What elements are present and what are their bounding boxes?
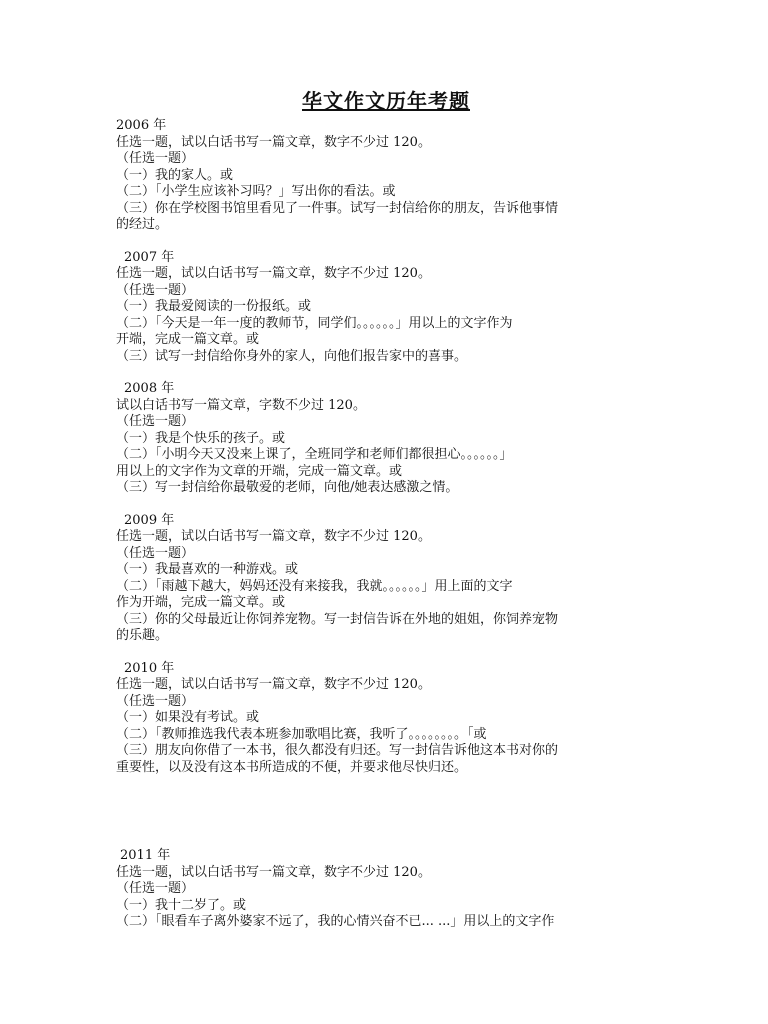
section-line: （一）我最爱阅读的一份报纸。或 — [116, 299, 312, 314]
section-year: 2006 年 — [116, 118, 167, 133]
section-line: （任选一题） — [116, 693, 195, 709]
section-line: （任选一题） — [116, 282, 195, 298]
section-line: 重要性，以及没有这本书所造成的不便，并要求他尽快归还。 — [116, 759, 468, 775]
section-line: （二）「教师推选我代表本班参加歌唱比赛，我听了。。。。。。。。「或 — [116, 726, 487, 742]
section-line: （任选一题） — [116, 881, 195, 896]
section-line: 任选一题，试以白话书写一篇文章，数字不少过 120。 — [116, 677, 431, 692]
section-year: 2007 年 — [124, 249, 175, 265]
section-year: 2009 年 — [124, 512, 175, 528]
exam-section-2007 — [116, 250, 656, 366]
exam-section-2011 — [116, 848, 656, 931]
document-page — [116, 88, 656, 931]
section-line: 试以白话书写一篇文章，字数不少过 120。 — [116, 397, 366, 413]
section-line: （二）「今天是一年一度的教师节，同学们。。。。。。」用以上的文字作为 — [116, 315, 513, 331]
section-line: （二）「小学生应该补习吗？」写出你的看法。或 — [116, 184, 396, 199]
section-line: （任选一题） — [116, 414, 195, 429]
section-gap — [116, 645, 656, 661]
section-gap — [116, 234, 656, 250]
section-gap — [116, 776, 656, 848]
section-line: 任选一题，试以白话书写一篇文章，数字不少过 120。 — [116, 134, 431, 150]
section-line: 任选一题，试以白话书写一篇文章，数字不少过 120。 — [116, 864, 431, 880]
section-line: （三）朋友向你借了一本书，很久都没有归还。写一封信告诉他这本书对你的 — [116, 743, 559, 758]
document-title: 华文作文历年考题 — [302, 89, 470, 113]
section-year: 2011 年 — [120, 848, 171, 863]
section-year: 2010 年 — [124, 660, 175, 676]
section-line: （一）我是个快乐的孩子。或 — [116, 430, 286, 446]
section-line: 的乐趣。 — [116, 628, 169, 643]
section-line: 任选一题，试以白话书写一篇文章，数字不少过 120。 — [116, 529, 431, 544]
section-line: 的经过。 — [116, 217, 169, 232]
section-line: 任选一题，试以白话书写一篇文章，数字不少过 120。 — [116, 266, 431, 281]
section-year: 2008 年 — [124, 381, 175, 396]
section-line: （一）我的家人。或 — [116, 167, 234, 183]
section-line: （三）你在学校图书馆里看见了一件事。试写一封信给你的朋友，告诉他事情 — [116, 200, 559, 216]
section-line: （三）你的父母最近让你饲养宠物。写一封信告诉在外地的姐姐，你饲养宠物 — [116, 611, 559, 627]
exam-section-2006 — [116, 118, 656, 234]
section-line: （三）写一封信给你最敬爱的老师，向他/她表达感激之情。 — [116, 480, 459, 495]
section-line: （二）「雨越下越大，妈妈还没有来接我，我就。。。。。。」用上面的文字 — [116, 578, 513, 594]
section-gap — [116, 497, 656, 513]
exam-section-2008 — [116, 381, 656, 497]
section-line: （一）我十二岁了。或 — [116, 897, 247, 913]
section-line: 开端，完成一篇文章。或 — [116, 332, 260, 347]
section-line: （一）如果没有考试。或 — [116, 710, 260, 725]
section-line: （二）「眼看车子离外婆家不远了，我的心情兴奋不已... ...」用以上的文字作 — [116, 914, 555, 929]
section-line: （二）「小明今天又没来上课了，全班同学和老师们都很担心。。。。。。」 — [116, 447, 513, 462]
section-line: （任选一题） — [116, 151, 195, 166]
exam-section-2009 — [116, 513, 656, 645]
section-line: 用以上的文字作为文章的开端，完成一篇文章。或 — [116, 463, 403, 479]
section-line: 作为开端，完成一篇文章。或 — [116, 595, 286, 610]
exam-section-2010 — [116, 661, 656, 777]
section-line: （三）试写一封信给你身外的家人，向他们报告家中的喜事。 — [116, 348, 468, 364]
section-line: （任选一题） — [116, 545, 195, 561]
section-gap — [116, 365, 656, 381]
section-line: （一）我最喜欢的一种游戏。或 — [116, 562, 299, 577]
